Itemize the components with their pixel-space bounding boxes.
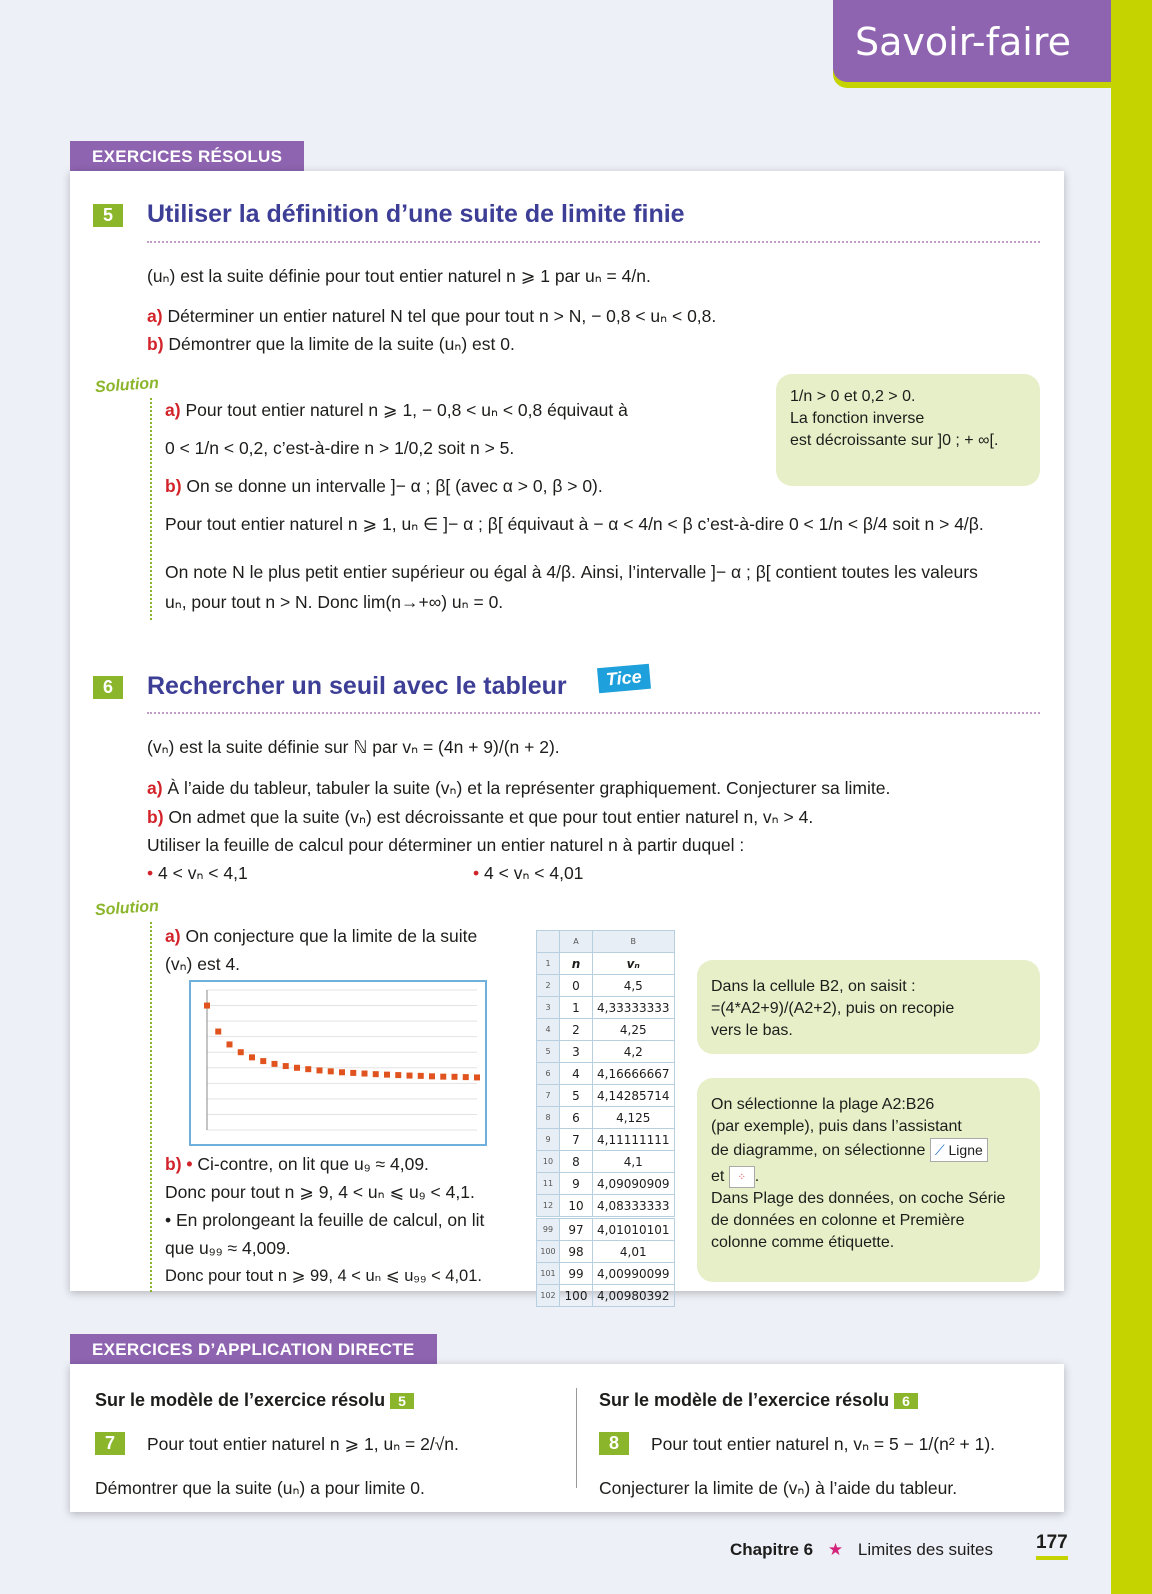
exercise-5-title: Utiliser la définition d’une suite de limite finie [147, 200, 685, 228]
exercise-8-line2: Conjecturer la limite de (vₙ) à l’aide du tableur. [599, 1478, 958, 1498]
solution-rule [150, 922, 152, 1292]
data-point [227, 1041, 233, 1047]
data-point [350, 1070, 356, 1076]
row-number: 3 [537, 997, 560, 1019]
data-point [317, 1067, 323, 1073]
note-6a-line3: vers le bas. [711, 1022, 793, 1039]
exercise-6-question-b2: Utiliser la feuille de calcul pour déterminer un entier naturel n à partir duquel : [147, 835, 745, 855]
sequence-chart [189, 980, 487, 1146]
solution-5-b-line3: On note N le plus petit entier supérieur ou égal à 4/β. Ainsi, l’intervalle ]− α ; β[ contient toutes les valeurs [165, 562, 978, 582]
column-header-b: B [593, 931, 675, 953]
note-6b-line1: On sélectionne la plage A2:B26 [711, 1096, 935, 1113]
cell-vn: 4,01010101 [593, 1219, 675, 1241]
solution-a-label: a) [165, 926, 181, 946]
section-tab-title: Savoir-faire [855, 20, 1071, 64]
cell-n: 0 [560, 975, 593, 997]
cell-vn: 4,16666667 [593, 1063, 675, 1085]
cell-vn: 4,125 [593, 1107, 675, 1129]
title-divider [147, 241, 1040, 243]
note-5-line3: est décroissante sur ]0 ; + ∞[. [790, 432, 999, 449]
row-number: 100 [537, 1241, 560, 1263]
data-point [418, 1073, 424, 1079]
cell-vn: 4,5 [593, 975, 675, 997]
cell-vn: 4,08333333 [593, 1195, 675, 1217]
cell-n: 10 [560, 1195, 593, 1217]
data-point [215, 1029, 221, 1035]
data-point [272, 1061, 278, 1067]
row-number: 8 [537, 1107, 560, 1129]
ligne-chart-button[interactable] [930, 1138, 988, 1162]
row-number: 101 [537, 1263, 560, 1285]
row-number: 102 [537, 1285, 560, 1307]
header-n: n [560, 953, 593, 975]
solution-5-b-line1: On se donne un intervalle ]− α ; β[ (avec α > 0, β > 0). [186, 476, 603, 496]
solution-6-b-line1: Ci-contre, on lit que u₉ ≈ 4,09. [197, 1154, 429, 1174]
exercise-6-title: Rechercher un seuil avec le tableur [147, 672, 567, 700]
data-point [249, 1054, 255, 1060]
data-point [294, 1065, 300, 1071]
note-chart-wizard: On sélectionne la plage A2:B26 (par exemple), puis dans l’assistant de diagramme, on sélectionne ⟋ Ligne et ⁘ . Dans Plage des données, on coche Série de données en colonne et Première colonne comme étiquette. [697, 1078, 1040, 1282]
data-point [362, 1071, 368, 1077]
note-5-line1: 1/n > 0 et 0,2 > 0. [790, 388, 916, 405]
exercise-8-line1: Pour tout entier naturel n, vₙ = 5 − 1/(n² + 1). [651, 1434, 996, 1454]
cell-vn: 4,1 [593, 1151, 675, 1173]
bullet-1: 4 < vₙ < 4,1 [158, 863, 248, 883]
cell-n: 7 [560, 1129, 593, 1151]
solution-5-b-line2: Pour tout entier naturel n ⩾ 1, uₙ ∈ ]− α ; β[ équivaut à − α < 4/n < β c’est-à-dire 0 < 1/n < β/4 soit n > 4/β. [165, 514, 984, 534]
cell-vn: 4,25 [593, 1019, 675, 1041]
table-row [537, 1151, 675, 1173]
section-tab [833, 0, 1111, 82]
solution-rule [150, 398, 152, 620]
note-6a-line1: Dans la cellule B2, on saisit : [711, 978, 916, 995]
solution-b-label: b) • [165, 1154, 193, 1174]
cell-n: 6 [560, 1107, 593, 1129]
exercise-6-question-b: On admet que la suite (vₙ) est décroissante et que pour tout entier naturel n, vₙ > 4. [168, 807, 814, 827]
table-row [537, 1019, 675, 1041]
data-point [452, 1074, 458, 1080]
cell-n: 98 [560, 1241, 593, 1263]
page-number: 177 [1036, 1532, 1068, 1560]
exercise-5-question-b: Démontrer que la limite de la suite (uₙ) est 0. [168, 334, 515, 354]
note-6b-line6: colonne comme étiquette. [711, 1234, 895, 1252]
data-point [463, 1074, 469, 1080]
solution-b-label: b) [165, 476, 182, 496]
solution-6-b-line2: Donc pour tout n ⩾ 9, 4 < uₙ ⩽ u₉ < 4,1. [165, 1182, 475, 1202]
tice-badge: Tice [597, 664, 651, 693]
exercise-number-5: 5 [93, 204, 123, 227]
bullet-2: 4 < vₙ < 4,01 [484, 863, 584, 883]
cell-vn: 4,11111111 [593, 1129, 675, 1151]
cell-vn: 4,00990099 [593, 1263, 675, 1285]
table-row [537, 1129, 675, 1151]
data-point [373, 1071, 379, 1077]
table-row [537, 997, 675, 1019]
cell-vn: 4,14285714 [593, 1085, 675, 1107]
note-5-line2: La fonction inverse [790, 410, 925, 427]
data-point [440, 1074, 446, 1080]
cell-n: 3 [560, 1041, 593, 1063]
note-6b-line5: de données en colonne et Première [711, 1212, 965, 1230]
scatter-type-icon[interactable]: ⁘ [729, 1166, 755, 1188]
footer-subject: Limites des suites [857, 1540, 993, 1559]
note-inverse-function [776, 374, 1040, 486]
table-row [537, 1063, 675, 1085]
exercise-number-7: 7 [95, 1432, 125, 1455]
data-point [407, 1073, 413, 1079]
cell-n: 99 [560, 1263, 593, 1285]
row-number: 2 [537, 975, 560, 997]
note-6b-line3: de diagramme, on sélectionne [711, 1142, 926, 1159]
solution-label-5: Solution [94, 374, 160, 397]
exercise-6-intro: (vₙ) est la suite définie sur ℕ par vₙ = (4n + 9)/(n + 2). [147, 737, 560, 757]
table-row [537, 1173, 675, 1195]
spreadsheet-table: A B 1 n vₙ 2 0 4,5 3 1 4,33333333 4 2 4,25 5 3 4,2 6 4 4,16666667 7 5 4,14285714 8 6 4,125 9 7 4,11111111 10 8 4,1 11 9 4,09090909 12 10 4,08333333 [536, 930, 675, 1217]
solution-6-a-line2: (vₙ) est 4. [165, 954, 241, 974]
column-header-a: A [560, 931, 593, 953]
cell-vn: 4,2 [593, 1041, 675, 1063]
cell-vn: 4,09090909 [593, 1173, 675, 1195]
ligne-label: Ligne [948, 1142, 983, 1158]
exercise-number-6: 6 [93, 676, 123, 699]
data-point [339, 1069, 345, 1075]
solution-a-label: a) [165, 400, 181, 420]
right-margin-bar [1111, 0, 1152, 1594]
data-point [283, 1063, 289, 1069]
exercise-5-intro: (uₙ) est la suite définie pour tout entier naturel n ⩾ 1 par uₙ = 4/n. [147, 266, 651, 286]
data-point [328, 1068, 334, 1074]
spreadsheet-table-extended [536, 1218, 675, 1307]
table-row [537, 1285, 675, 1307]
data-point [260, 1058, 266, 1064]
left-ref-number: 5 [390, 1393, 414, 1409]
header-vn: vₙ [593, 953, 675, 975]
cell-n: 4 [560, 1063, 593, 1085]
table-row [537, 1041, 675, 1063]
data-point [395, 1072, 401, 1078]
solution-5-b-line4: uₙ, pour tout n > N. Donc lim(n→+∞) uₙ = 0. [165, 592, 504, 612]
data-point [429, 1073, 435, 1079]
question-a-label: a) [147, 778, 163, 798]
row-number: 12 [537, 1195, 560, 1217]
note-6a-line2: =(4*A2+9)/(A2+2), puis on recopie [711, 1000, 955, 1017]
solution-6-a-line1: On conjecture que la limite de la suite [185, 926, 478, 946]
resolved-header: EXERCICES RÉSOLUS [70, 141, 304, 173]
data-point [474, 1074, 480, 1080]
right-ref-number: 6 [894, 1393, 918, 1409]
table-row [537, 1085, 675, 1107]
table-row [537, 1195, 675, 1217]
cell-n: 5 [560, 1085, 593, 1107]
row-number: 11 [537, 1173, 560, 1195]
row-number: 9 [537, 1129, 560, 1151]
note-formula [697, 960, 1040, 1054]
solution-6-b-line4: que u₉₉ ≈ 4,009. [165, 1238, 291, 1258]
solution-5-a-line2: 0 < 1/n < 0,2, c’est-à-dire n > 1/0,2 soit n > 5. [165, 438, 515, 458]
note-6b-et: et [711, 1168, 725, 1186]
data-point [238, 1049, 244, 1055]
table-row [537, 1219, 675, 1241]
data-point [305, 1066, 311, 1072]
note-6b-line4: Dans Plage des données, on coche Série [711, 1190, 1006, 1208]
row-number: 99 [537, 1219, 560, 1241]
star-icon: ★ [827, 1540, 844, 1559]
row-number: 10 [537, 1151, 560, 1173]
row-number: 5 [537, 1041, 560, 1063]
applied-header: EXERCICES D’APPLICATION DIRECTE [70, 1334, 437, 1366]
note-6b-line2: (par exemple), puis dans l’assistant [711, 1118, 962, 1135]
cell-n: 100 [560, 1285, 593, 1307]
exercise-6-question-a: À l’aide du tableur, tabuler la suite (vₙ) et la représenter graphiquement. Conjecturer sa limite. [167, 778, 891, 798]
solution-6-b-line5: Donc pour tout n ⩾ 99, 4 < uₙ ⩽ u₉₉ < 4,01. [165, 1267, 482, 1285]
question-b-label: b) [147, 334, 164, 354]
line-chart-icon: ⟋ [934, 1142, 945, 1158]
row-number: 4 [537, 1019, 560, 1041]
left-heading: Sur le modèle de l’exercice résolu [95, 1390, 386, 1410]
table-row [537, 1263, 675, 1285]
cell-n: 1 [560, 997, 593, 1019]
cell-n: 8 [560, 1151, 593, 1173]
cell-n: 97 [560, 1219, 593, 1241]
cell-vn: 4,00980392 [593, 1285, 675, 1307]
exercise-7-line2: Démontrer que la suite (uₙ) a pour limite 0. [95, 1478, 425, 1498]
solution-5-a-line1: Pour tout entier naturel n ⩾ 1, − 0,8 < uₙ < 0,8 équivaut à [185, 400, 628, 420]
exercise-5-question-a: Déterminer un entier naturel N tel que pour tout n > N, − 0,8 < uₙ < 0,8. [167, 306, 717, 326]
cell-n: 2 [560, 1019, 593, 1041]
row-number: 7 [537, 1085, 560, 1107]
question-a-label: a) [147, 306, 163, 326]
solution-label-6: Solution [94, 897, 160, 920]
exercise-number-8: 8 [599, 1432, 629, 1455]
question-b-label: b) [147, 807, 164, 827]
cell-vn: 4,01 [593, 1241, 675, 1263]
table-row [537, 1107, 675, 1129]
column-divider [576, 1388, 577, 1488]
cell-vn: 4,33333333 [593, 997, 675, 1019]
data-point [384, 1072, 390, 1078]
exercise-7-line1: Pour tout entier naturel n ⩾ 1, uₙ = 2/√n. [147, 1434, 459, 1454]
solution-6-b-line3: • En prolongeant la feuille de calcul, on lit [165, 1210, 485, 1230]
right-heading: Sur le modèle de l’exercice résolu [599, 1390, 890, 1410]
row-number: 6 [537, 1063, 560, 1085]
table-row [537, 975, 675, 997]
table-row [537, 1241, 675, 1263]
footer-chapter: Chapitre 6 [730, 1540, 814, 1559]
title-divider [147, 712, 1040, 714]
data-point [204, 1003, 210, 1009]
cell-n: 9 [560, 1173, 593, 1195]
